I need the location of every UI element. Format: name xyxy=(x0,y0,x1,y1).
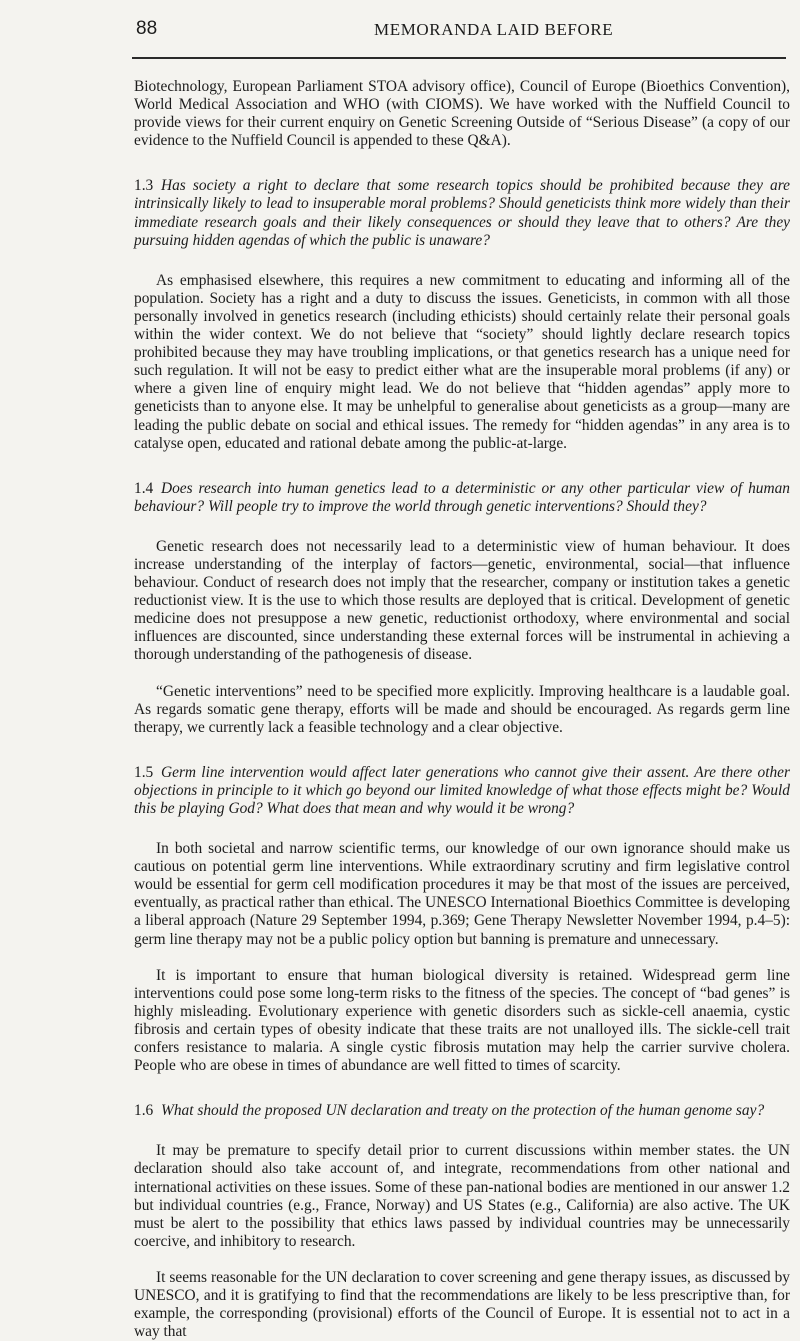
answer-paragraph: In both societal and narrow scientific terms, our knowledge of our own ignorance should make us cautious on potential germ line interventions. While extraordinary scrutiny and firm legislative control would be essential for germ cell modification procedures it may be that most of the issues are perceived, eventually, as practical rather than ethical. The UNESCO International Bioethics Committee is developing a liberal approach (Nature 29 September 1994, p.369; Gene Therapy Newsletter November 1994, p.4–5): germ line therapy may not be a public policy option but banning is premature and unnecessary. xyxy=(134,840,790,948)
answer-paragraph: As emphasised elsewhere, this requires a new commitment to educating and informing all of the population. Society has a right and a duty to discuss the issues. Geneticists, in common with all those personally involved in genetics research (including ethicists) should certainly relate their personal goals within the wider context. We do not believe that “society” should lightly declare research topics prohibited because they may have troubling implications, or that genetics research has a unique need for such regulation. It will not be easy to predict either what are the insuperable moral problems (if any) or where a given line of enquiry might lead. We do not believe that “hidden agendas” apply more to geneticists than to anyone else. It may be unhelpful to generalise about geneticists as a group—many are leading the public debate on social and ethical issues. The remedy for “hidden agendas” in any area is to catalyse open, educated and rational debate among the public-at-large. xyxy=(134,271,790,452)
document-body xyxy=(134,78,790,1341)
question-text: Has society a right to declare that some research topics should be prohibited because they are intrinsically likely to lead to insuperable moral problems? Should geneticists think more widely than their immediate research goals and their likely consequences or should they leave that to others? Are they pursuing hidden agendas of which the public is unaware? xyxy=(134,177,790,249)
answer-paragraph: It seems reasonable for the UN declaration to cover screening and gene therapy issues, as discussed by UNESCO, and it is gratifying to find that the recommendations are likely to be less prescriptive than, for example, the corresponding (provisional) efforts of the Council of Europe. It is essential not to act in a way that xyxy=(134,1268,790,1341)
question-1-5 xyxy=(134,764,790,818)
question-number: 1.3 xyxy=(134,177,154,195)
question-1-3 xyxy=(134,177,790,249)
running-head: MEMORANDA LAID BEFORE xyxy=(374,20,614,39)
answer-paragraph: It is important to ensure that human biological diversity is retained. Widespread germ line interventions could pose some long-term risks to the fitness of the species. The concept of “bad genes” is highly misleading. Evolutionary experience with genetic disorders such as sickle-cell anaemia, cystic fibrosis and certain types of obesity indicate that these traits are not unalloyed ills. The sickle-cell trait confers resistance to malaria. A single cystic fibrosis mutation may help the carrier survive cholera. People who are obese in times of abundance are well fitted to times of scarcity. xyxy=(134,966,790,1075)
page-header xyxy=(136,18,780,48)
question-number: 1.4 xyxy=(134,479,154,497)
header-rule xyxy=(132,57,786,59)
answer-paragraph: “Genetic interventions” need to be specified more explicitly. Improving healthcare is a laudable goal. As regards somatic gene therapy, efforts will be made and should be encouraged. As regards germ line therapy, we currently lack a feasible technology and a clear objective. xyxy=(134,682,790,736)
question-text: Does research into human genetics lead to a deterministic or any other particular view of human behaviour? Will people try to improve the world through genetic interventions? Should they? xyxy=(134,479,790,515)
question-text: Germ line intervention would affect later generations who cannot give their assent. Are there other objections in principle to it which go beyond our limited knowledge of what those effects might be? Would this be playing God? What does that mean and why would it be wrong? xyxy=(134,763,790,817)
continued-paragraph: Biotechnology, European Parliament STOA advisory office), Council of Europe (Bioethics Convention), World Medical Association and WHO (with CIOMS). We have worked with the Nuffield Council to provide views for their current enquiry on Genetic Screening Outside of “Serious Disease” (a copy of our evidence to the Nuffield Council is appended to these Q&A). xyxy=(134,78,790,150)
answer-paragraph: It may be premature to specify detail prior to current discussions within member states. the UN declaration should also take account of, and integrate, recommendations from other national and international activities on these issues. Some of these pan-national bodies are mentioned in our answer 1.2 but individual countries (e.g., France, Norway) and US States (e.g., California) are also active. The UK must be alert to the possibility that ethics laws passed by individual countries may be unnecessarily coercive, and inhibitory to research. xyxy=(134,1142,790,1250)
question-1-6 xyxy=(134,1102,790,1120)
question-number: 1.5 xyxy=(134,763,154,781)
page-number: 88 xyxy=(136,18,158,39)
question-number: 1.6 xyxy=(134,1102,154,1120)
answer-paragraph: Genetic research does not necessarily lead to a deterministic view of human behaviour. It does increase understanding of the interplay of factors—genetic, environmental, social—that influence behaviour. Conduct of research does not imply that the researcher, company or institution takes a genetic reductionist view. It is the use to which those results are deployed that is critical. Development of genetic medicine does not presuppose a new genetic, reductionist orthodoxy, where environmental and social influences are discounted, since understanding these external forces will be instrumental in achieving a thorough understanding of the pathogenesis of disease. xyxy=(134,537,790,664)
question-text: What should the proposed UN declaration and treaty on the protection of the human genome say? xyxy=(161,1102,765,1120)
question-1-4 xyxy=(134,480,790,516)
